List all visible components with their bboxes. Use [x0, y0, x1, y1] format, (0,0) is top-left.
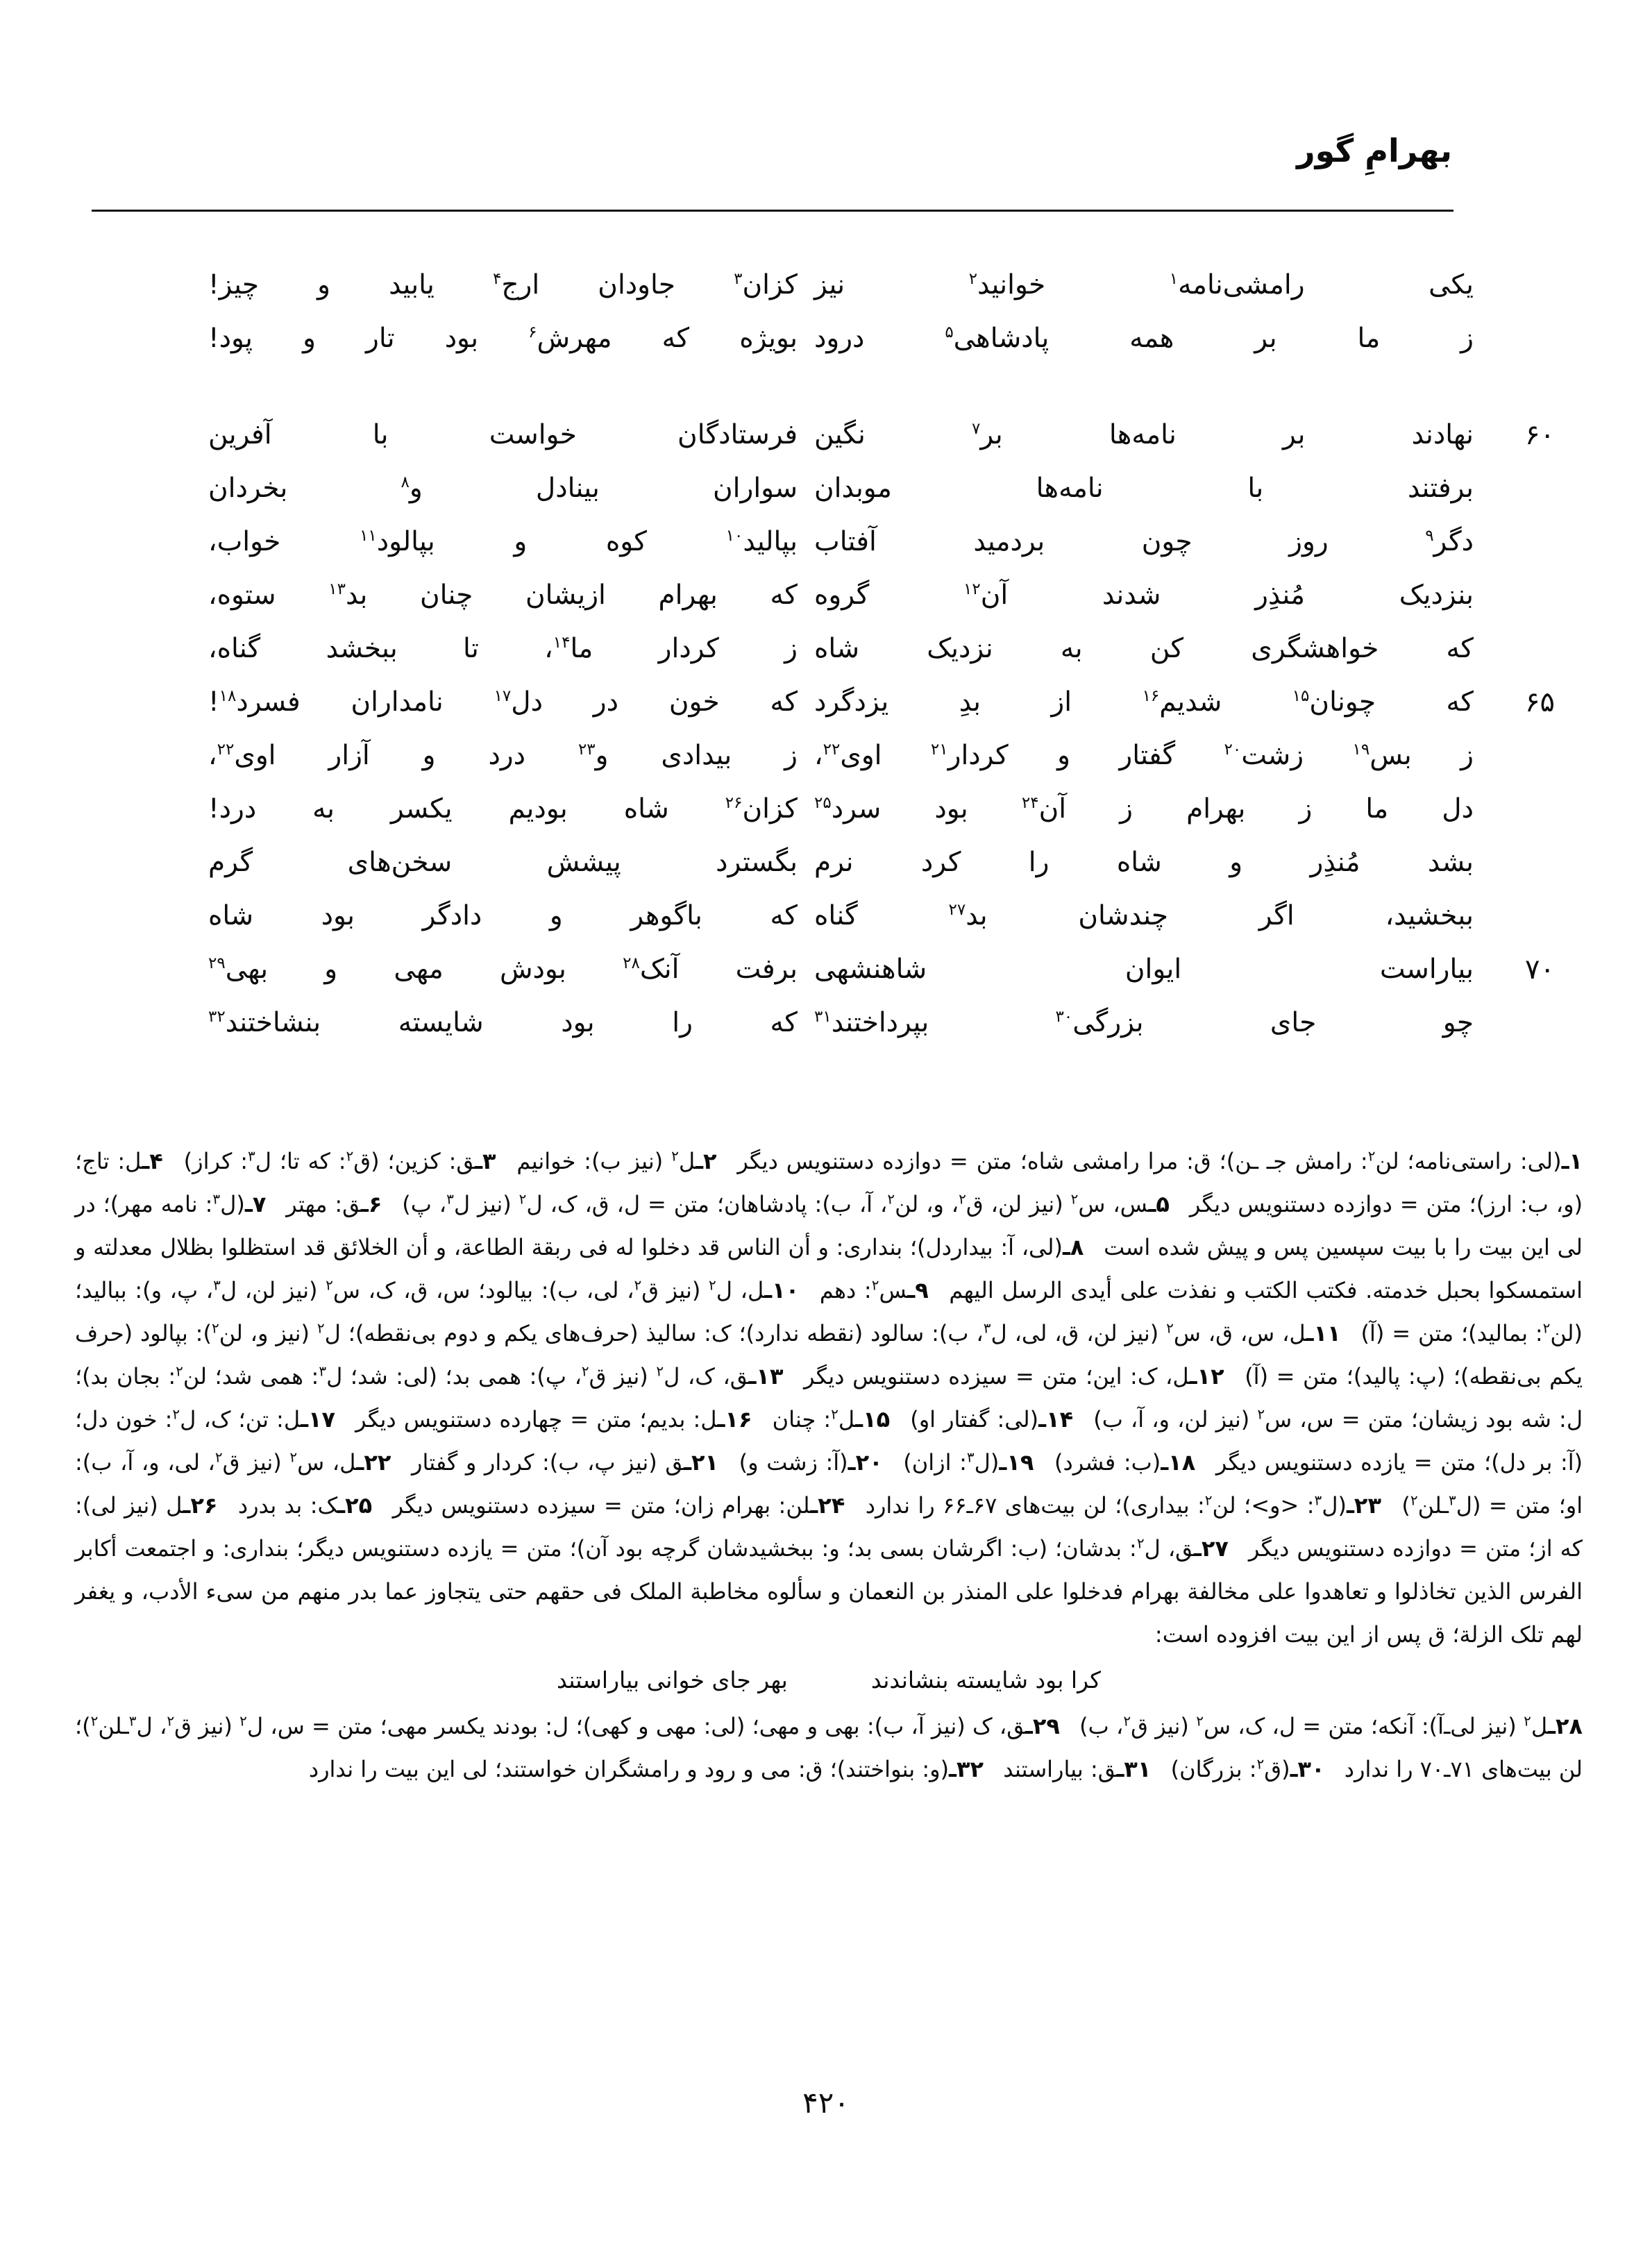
footnote-number: ۲۸ـ [1548, 1713, 1583, 1739]
verse-row [208, 729, 1555, 782]
hemistich-left: بپالید$^{۱۰}$ کوه و بپالود$^{۱۱}$ خواب، [208, 526, 798, 557]
hemistich-left: که باگوهر و دادگر بود شاه [208, 900, 798, 931]
verse-row [208, 258, 1555, 312]
footnote-text: ل: تاج؛ (و، ب: ارز)؛ متن = دوازده دستنویس دیگر [75, 1148, 1583, 1217]
hemistich-right: یکی رامشی‌نامه$^۱$ خوانید$^۲$ نیز [814, 269, 1474, 301]
footnote-number: ۱۴ـ [1038, 1406, 1074, 1433]
verse-row [208, 675, 1555, 729]
footnote-number: ۶ـ [360, 1191, 382, 1217]
footnote-number: ۲۹ـ [1025, 1713, 1060, 1739]
footnote-number: ۲۶ـ [183, 1492, 218, 1519]
hemistich-right: که خواهشگری کن به نزدیک شاه [814, 633, 1474, 664]
verse-row [208, 782, 1555, 836]
hemistich-right: ز ما بر همه پادشاهی$^۵$ درود [814, 323, 1474, 354]
verse-number: ۶۰ [1525, 419, 1555, 451]
footnote-text: (ل$^۳$: نامه مهر)؛ در لی این بیت را با بیت سپسین پس و پیش شده است [75, 1190, 1583, 1260]
footnote-number: ۲۴ـ [810, 1492, 845, 1519]
verse-row [208, 996, 1555, 1049]
footnote-text: ل، س$^۲$ (نیز ق$^۲$، لی، و، آ، ب): او؛ متن = (ل$^۳$ـلن$^۲$) [75, 1448, 1583, 1519]
verse-row [208, 889, 1555, 943]
verse-row [208, 462, 1555, 515]
footnote-text: ل$^۲$ (نیز ب): خوانیم [516, 1147, 696, 1174]
hemistich-left: بگسترد پیشش سخن‌های گرم [208, 847, 798, 878]
footnote-text: ل (نیز لی): که از؛ متن = دوازده دستنویس دیگر [75, 1492, 1583, 1562]
hemistich-right: ز بس$^{۱۹}$ زشت$^{۲۰}$ گفتار و کردار$^{۲۱}$ اوی$^{۲۲}$، [814, 740, 1474, 771]
footnote-number: ۲۳ـ [1346, 1492, 1381, 1519]
footnote-text: ل، ک: این؛ متن = سیزده دستنویس دیگر [804, 1363, 1190, 1389]
hemistich-left: فرستادگان خواست با آفرین [208, 419, 798, 450]
footnote-number: ۱۷ـ [301, 1406, 336, 1433]
hemistich-right: دگر$^۹$ روز چون بردمید آفتاب [814, 526, 1474, 557]
hemistich-left: که بهرام ازیشان چنان بد$^{۱۳}$ ستوه، [208, 580, 798, 611]
footnote-number: ۱ـ [1561, 1148, 1583, 1174]
footnote-text: ق: کزین؛ (ق$^۲$: که تا؛ ل$^۳$: کراز) [183, 1147, 475, 1174]
poem-block [208, 258, 1555, 1049]
footnote-text: س$^۲$: دهم [819, 1276, 908, 1303]
footnote-number: ۴ـ [142, 1148, 163, 1174]
footnotes-block [75, 1140, 1583, 1791]
hemistich-left: که را بود شایسته بنشاختند$^{۳۲}$ [208, 1007, 798, 1038]
hemistich-right: بیاراست ایوان شاهنشهی [814, 954, 1474, 985]
footnote-number: ۲ـ [696, 1148, 717, 1174]
footnote-number: ۲۱ـ [684, 1449, 719, 1476]
footnote-text: (ب: فشرد) [1054, 1449, 1161, 1476]
verse-row [208, 515, 1555, 568]
hemistich-right: نهادند بر نامه‌ها بر$^۷$ نگین [814, 419, 1474, 450]
footnote-text: (ل$^۳$: ازان) [903, 1448, 1000, 1476]
hemistich-right: چو جای بزرگی$^{۳۰}$ بپرداختند$^{۳۱}$ [814, 1007, 1474, 1038]
footnote-inserted-verse [75, 1659, 1583, 1702]
hemistich-right: که چونان$^{۱۵}$ شدیم$^{۱۶}$ از بدِ یزدگرد [814, 686, 1474, 718]
hemistich-right: بنزدیک مُنذِر شدند آن$^{۱۲}$ گروه [814, 580, 1474, 611]
footnote-number: ۱۳ـ [748, 1363, 784, 1389]
footnote-number: ۱۰ـ [764, 1277, 800, 1303]
footnote-number: ۱۵ـ [855, 1406, 891, 1433]
hemistich-right: ببخشید، اگر چندشان بد$^{۲۷}$ گناه [814, 900, 1474, 931]
footnote-text: ق: بیاراستند [1003, 1756, 1117, 1782]
footnote-number: ۲۰ـ [848, 1449, 883, 1476]
footnote-text: ق، ک، ل$^۲$ (نیز ق$^۲$، پ): همی بد؛ (لی: شد؛ ل$^۳$: همی شد؛ لن$^۲$: بجان بد)؛ ل: شه بود زیشان؛ متن = س، س$^۲$ (نیز لن، و، آ، ب) [75, 1362, 1583, 1433]
hemistich-left: کزان$^{۲۶}$ شاه بودیم یکسر به درد! [208, 793, 798, 825]
verse-row [208, 943, 1555, 996]
footnote-number: ۳۱ـ [1116, 1756, 1152, 1782]
verse-number: ۷۰ [1525, 953, 1555, 986]
footnote-number: ۳۲ـ [949, 1756, 984, 1782]
footnote-text: ق: مهتر [286, 1191, 361, 1217]
hemistich-left: ز بیدادی و$^{۲۳}$ درد و آزار اوی$^{۲۲}$، [208, 740, 798, 771]
footnote-text: ق، ک (نیز آ، ب): بهی و مهی؛ (لی: مهی و کهی)؛ ل: بودند یکسر مهی؛ متن = س، ل$^۲$ (نیز ق$^۲$، ل$^۳$ـلن$^۲$)؛ لن بیت‌های ۷۱ـ۷۰ را ندارد [75, 1712, 1583, 1782]
footnotes-part2 [75, 1705, 1583, 1791]
hemistich-left: که خون در دل$^{۱۷}$ نامداران فسرد$^{۱۸}$! [208, 686, 798, 718]
footnote-text: (آ: زشت و) [739, 1449, 848, 1476]
footnote-number: ۱۲ـ [1189, 1363, 1224, 1389]
hemistich-left: کزان$^۳$ جاودان ارج$^۴$ یابید و چیز! [208, 269, 798, 301]
footnotes-part1 [75, 1140, 1583, 1656]
footnote-number: ۳۰ـ [1290, 1756, 1325, 1782]
verse-row [208, 836, 1555, 889]
footnote-number: ۷ـ [244, 1191, 267, 1217]
footnote-text: (ل$^۳$: <و>؛ لن$^۲$: بیداری)؛ لن بیت‌های ۶۷ـ۶۶ را ندارد [865, 1492, 1347, 1519]
inserted-verse-left: بهر جای خوانی بیاراستند [557, 1666, 788, 1693]
footnote-text: ق (نیز پ، ب): کردار و گفتار [411, 1449, 684, 1476]
footnote-number: ۱۶ـ [717, 1406, 752, 1433]
verse-row [208, 622, 1555, 675]
verse-row [208, 408, 1555, 462]
hemistich-left: برفت آنک$^{۲۸}$ بودش مهی و بهی$^{۲۹}$ [208, 954, 798, 985]
footnote-number: ۹ـ [907, 1277, 929, 1303]
page-number: ۴۲۰ [802, 2086, 850, 2120]
footnote-text: (لی: راستی‌نامه؛ لن$^۲$: رامش جـ ـن)؛ ق: مرا رامشی شاه؛ متن = دوازده دستنویس دیگر [737, 1147, 1562, 1174]
footnote-text: ل$^۲$: چنان [772, 1405, 856, 1433]
hemistich-left: سواران بینادل و$^۸$ بخردان [208, 473, 798, 504]
verse-number: ۶۵ [1525, 686, 1555, 718]
hemistich-right: برفتند با نامه‌ها موبدان [814, 473, 1474, 504]
hemistich-left: ز کردار ما$^{۱۴}$، تا ببخشد گناه، [208, 633, 798, 664]
footnote-number: ۱۱ـ [1306, 1320, 1341, 1346]
footnote-text: ل$^۲$ (نیز لی‌ـ‌آ): آنکه؛ متن = ل، ک، س$^۲$ (نیز ق$^۲$، ب) [1079, 1712, 1549, 1739]
footnote-text: ل، س، ق، س$^۲$ (نیز لن، ق، لی، ل$^۳$، ب): سالود (نقطه ندارد)؛ ک: سالیذ (حرف‌های یکم و دوم بی‌نقطه)؛ ل$^۲$ (نیز و، لن$^۲$): بپالود (حرف یکم بی‌نقطه)؛ (پ: پالید)؛ متن = (آ) [75, 1319, 1583, 1389]
footnote-number: ۵ـ [1148, 1191, 1170, 1217]
inserted-verse-right: کرا بود شایسته بنشاندند [870, 1666, 1101, 1693]
footnote-text: (ق$^۲$: بزرگان) [1170, 1755, 1290, 1782]
footnote-text: س، س$^۲$ (نیز لن، ق$^۲$، و، لن$^۲$، آ، ب): پادشاهان؛ متن = ل، ق، ک، ل$^۲$ (نیز ل$^۳$، پ) [402, 1190, 1149, 1217]
footnote-text: ل، ل$^۲$ (نیز ق$^۲$، لی، ب): بیالود؛ س، ق، ک، س$^۲$ (نیز لن، ل$^۳$، پ، و): ببالید؛ (لن$^۲$: بمالید)؛ متن = (آ) [75, 1276, 1583, 1346]
footnote-number: ۱۸ـ [1161, 1449, 1196, 1476]
header-rule [92, 210, 1453, 212]
footnote-text: (لی: گفتار او) [910, 1406, 1039, 1433]
footnote-text: (و: بنواختند)؛ ق: می و رود و رامشگران خواستند؛ لی این بیت را ندارد [308, 1756, 950, 1782]
footnote-number: ۲۲ـ [356, 1449, 391, 1476]
verse-row [208, 312, 1555, 365]
verse-row [208, 568, 1555, 622]
footnote-number: ۲۵ـ [337, 1492, 373, 1519]
footnote-text: ل: تن؛ ک، ل$^۲$: خون دل؛ (آ: بر دل)؛ متن = یازده دستنویس دیگر [75, 1405, 1583, 1476]
footnote-text: ق، ل$^۲$: بدشان؛ (ب: اگرشان بسی بد؛ و: ببخشیدشان گرچه بود آن)؛ متن = یازده دستنویس دیگر؛ بنداری: و اجتمعت أکابر الفرس الذین تخاذلوا و تعاهدوا علی مخالفة بهرام فدخلوا علی المنذر بن النعمان و سألوه مخاطبة الملک فی حقهم حتی یتجاوز عما بدر منهم من سیء الأدب، و یغفر لهم تلک الزلة؛ ق پس از این بیت افزوده است: [75, 1535, 1583, 1648]
footnote-text: (لی، آ: بیداردل)؛ بنداری: و أن الناس قد دخلوا له فی ربقة الطاعة، و أن الخلائق قد استظلوا بظلال معدلته و استمسکوا بحبل خدمته. فکتب الکتب و نفذت علی أیدی الرسل الیهم [75, 1234, 1583, 1303]
footnote-number: ۸ـ [1062, 1234, 1084, 1260]
footnote-number: ۱۹ـ [999, 1449, 1034, 1476]
footnote-number: ۲۷ـ [1193, 1535, 1229, 1562]
footnote-text: ل: بدیم؛ متن = چهارده دستنویس دیگر [355, 1406, 718, 1433]
hemistich-right: دل ما ز بهرام ز آن$^{۲۴}$ بود سرد$^{۲۵}$ [814, 793, 1474, 825]
hemistich-left: بویژه که مهرش$^۶$ بود تار و پود! [208, 323, 798, 354]
footnote-text: لن: بهرام زان؛ متن = سیزده دستنویس دیگر [392, 1492, 811, 1519]
footnote-text: ک: بد بدرد [237, 1492, 338, 1519]
hemistich-right: بشد مُنذِر و شاه را کرد نرم [814, 847, 1474, 878]
footnote-number: ۳ـ [475, 1148, 496, 1174]
page-title: بهرامِ گور [1297, 132, 1452, 169]
